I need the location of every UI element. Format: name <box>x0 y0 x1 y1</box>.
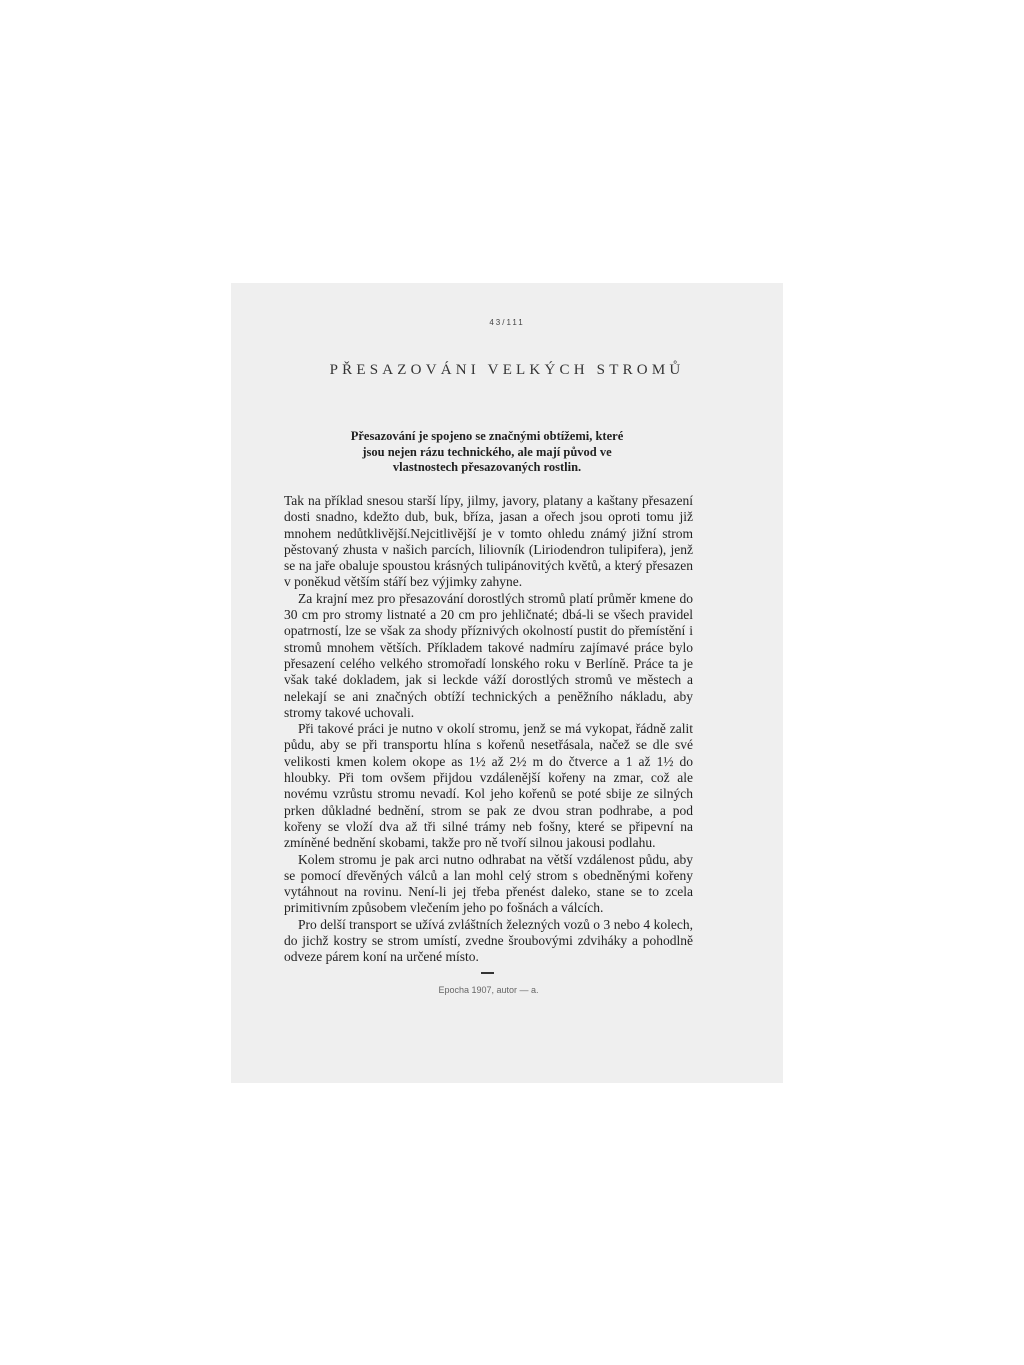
document-page <box>231 283 783 1083</box>
paragraph-5: Pro delší transport se užívá zvláštních železných vozů o 3 nebo 4 kolech, do jichž kostry se strom umístí, zvedne šroubovými zdviháky a pohodlně odveze párem koní na určené místo. <box>284 916 693 965</box>
paragraph-4: Kolem stromu je pak arci nutno odhrabat na větší vzdálenost půdu, aby se pomocí dřevěných válců a lan mohl celý strom s obedněnými kořeny vytáhnout na rovinu. Není-li jej třeba přenést daleko, stane se to zcela primitivním způsobem vlečením jeho po fošnách a válcích. <box>284 851 693 916</box>
paragraph-2: Za krajní mez pro přesazování dorostlých stromů platí průměr kmene do 30 cm pro stromy listnaté a 20 cm pro jehličnaté; dbá-li se všech pravidel opatrností, lze se však za shody příznivých okolností pustit do přemístění i stromů mnohem větších. Příkladem takové nadmíru zajímavé práce bylo přesazení celého velkého stromořadí lonského roku v Berlíně. Práce ta je však také dokladem, jak si leckde váží dorostlých stromů ve městech a nelekají se ani značných obtíží technických a peněžního nákladu, aby stromy takové uchovali. <box>284 590 693 720</box>
page-number: 43/111 <box>489 318 525 327</box>
paragraph-3: Při takové práci je nutno v okolí stromu, jenž se má vykopat, řádně zalit půdu, aby se při transportu hlína s kořenů nesetřásala, načež se dle své velikosti kmen kolem okope as 1½ až 2½ m do čtverce a 1 až 1½ do hloubky. Při tom ovšem přijdou vzdálenější kořeny na zmar, což ale novému vzrůstu stromu nevadí. Kol jeho kořenů se poté sbije ze silných prken důkladné bednění, strom se pak ze dvou stran podhrabe, a pod kořeny se vloží dva až tři silné trámy neb fošny, které se připevní na zmíněné bednění skobami, takže pro ně tvoří silnou jakousi podlahu. <box>284 721 693 851</box>
lead-paragraph: Přesazování je spojeno se značnými obtížemi, které jsou nejen rázu technického, ale mají původ ve vlastnostech přesazovaných rostlin. <box>350 429 624 474</box>
source-citation: Epocha 1907, autor — a. <box>438 985 539 995</box>
paragraph-1: Tak na příklad snesou starší lípy, jilmy, javory, platany a kaštany přesazení dosti snadno, kdežto dub, buk, bříza, jasan a ořech jsou oproti tomu již mnohem nedůtklivější.Nejcitlivější je v tomto ohledu známý jižní strom pěstovaný zhusta v našich parcích, liliovník (Liriodendron tulipifera), jenž se na jaře obaluje spoustou krásných tulipánovitých květů, a který přesazen v poněkud větším stáří bez výjimky zahyne. <box>284 493 693 590</box>
separator-dash <box>481 972 494 974</box>
article-body <box>284 493 693 966</box>
page-title: PŘESAZOVÁNI VELKÝCH STROMŮ <box>329 362 685 378</box>
